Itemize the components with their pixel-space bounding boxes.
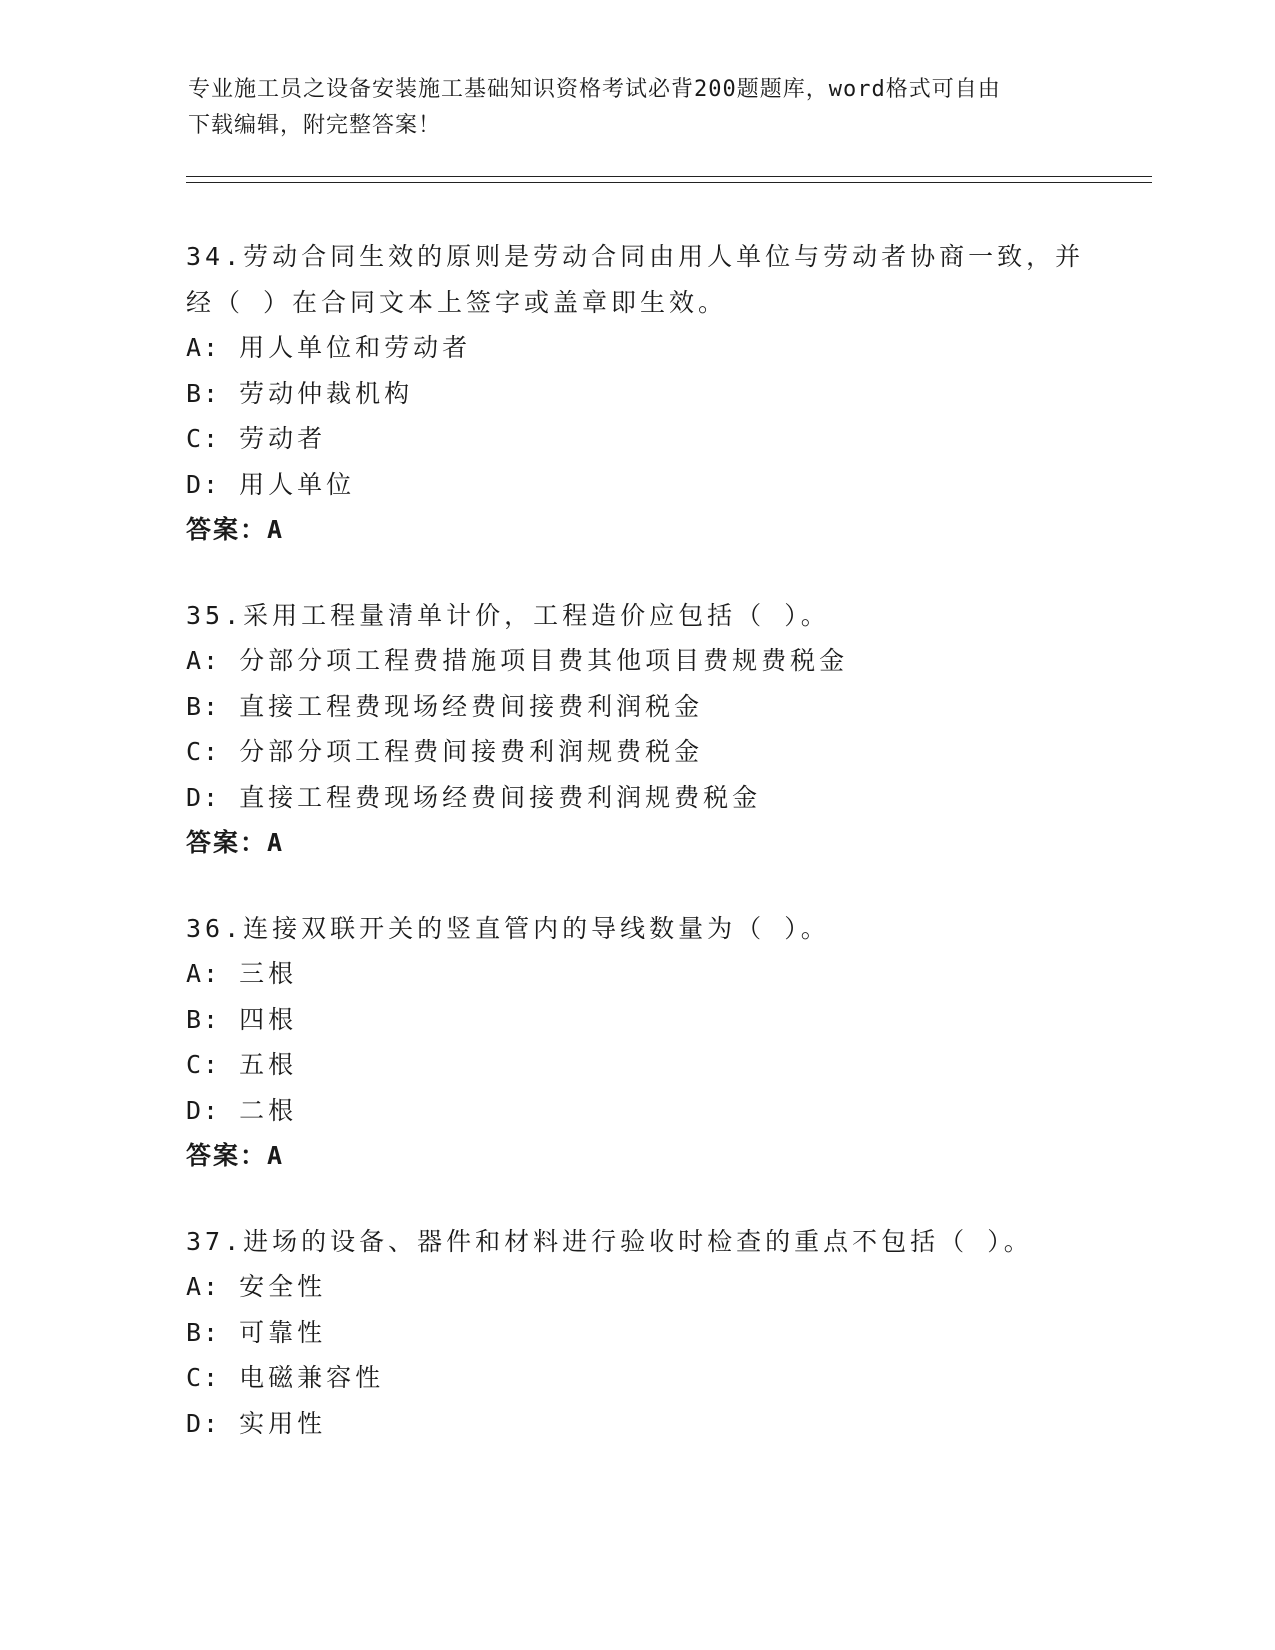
- option-letter: B:: [186, 1004, 221, 1034]
- option-d: [186, 462, 1086, 508]
- option-letter: D:: [186, 1095, 221, 1125]
- header-divider-top: [186, 176, 1152, 177]
- option-b: [186, 1310, 1086, 1356]
- option-c: [186, 416, 1086, 462]
- option-b: [186, 997, 1086, 1043]
- header-line-1: 专业施工员之设备安装施工基础知识资格考试必背200题题库，word格式可自由: [188, 77, 1001, 102]
- option-text: 分部分项工程费措施项目费其他项目费规费税金: [239, 646, 849, 675]
- option-letter: B:: [186, 691, 221, 721]
- option-c: [186, 1042, 1086, 1088]
- option-letter: D:: [186, 782, 221, 812]
- question-stem: 35.采用工程量清单计价，工程造价应包括（ ）。: [186, 600, 830, 630]
- option-letter: C:: [186, 424, 221, 453]
- option-text: 用人单位: [239, 469, 356, 499]
- option-b: [186, 684, 1086, 730]
- option-text: 安全性: [239, 1272, 327, 1301]
- option-text: 三根: [239, 959, 298, 988]
- header-line-2: 下载编辑，附完整答案！: [188, 113, 442, 138]
- option-text: 用人单位和劳动者: [239, 333, 472, 362]
- question-stem: 37.进场的设备、器件和材料进行验收时检查的重点不包括（ ）。: [186, 1226, 1033, 1256]
- option-letter: B:: [186, 1317, 221, 1347]
- question-stem: 34.劳动合同生效的原则是劳动合同由用人单位与劳动者协商一致，并: [186, 242, 1085, 271]
- option-d: [186, 1401, 1086, 1447]
- option-letter: C:: [186, 1050, 221, 1079]
- option-letter: B:: [186, 378, 221, 408]
- option-text: 可靠性: [239, 1317, 327, 1347]
- option-a: [186, 951, 1086, 997]
- option-d: [186, 775, 1086, 821]
- option-text: 二根: [239, 1095, 298, 1125]
- option-letter: C:: [186, 737, 221, 766]
- option-b: [186, 371, 1086, 417]
- document-header: [188, 72, 1088, 144]
- option-letter: A:: [186, 646, 221, 675]
- option-a: [186, 1264, 1086, 1310]
- question-35: [186, 593, 1086, 866]
- option-text: 分部分项工程费间接费利润规费税金: [239, 737, 704, 766]
- option-letter: D:: [186, 1408, 221, 1438]
- option-c: [186, 729, 1086, 775]
- question-34: [186, 234, 1086, 553]
- option-text: 电磁兼容性: [239, 1363, 385, 1392]
- option-letter: A:: [186, 333, 221, 362]
- question-stem: 36.连接双联开关的竖直管内的导线数量为（ ）。: [186, 913, 830, 943]
- question-stem-continued: 经（ ）在合同文本上签字或盖章即生效。: [186, 287, 728, 317]
- option-text: 四根: [239, 1004, 298, 1034]
- answer: 答案：A: [186, 1141, 285, 1170]
- answer: 答案：A: [186, 828, 285, 857]
- option-text: 实用性: [239, 1408, 327, 1438]
- option-text: 直接工程费现场经费间接费利润规费税金: [239, 782, 762, 812]
- option-text: 直接工程费现场经费间接费利润税金: [239, 691, 704, 721]
- option-letter: C:: [186, 1363, 221, 1392]
- answer: 答案：A: [186, 515, 285, 544]
- option-letter: A:: [186, 959, 221, 988]
- option-c: [186, 1355, 1086, 1401]
- option-text: 劳动仲裁机构: [239, 378, 414, 408]
- question-list: [186, 234, 1086, 1486]
- question-36: [186, 906, 1086, 1179]
- option-text: 五根: [239, 1050, 298, 1079]
- option-d: [186, 1088, 1086, 1134]
- option-a: [186, 325, 1086, 371]
- option-text: 劳动者: [239, 424, 327, 453]
- option-letter: A:: [186, 1272, 221, 1301]
- header-divider-bottom: [186, 182, 1152, 183]
- option-a: [186, 638, 1086, 684]
- question-37: [186, 1219, 1086, 1447]
- option-letter: D:: [186, 469, 221, 499]
